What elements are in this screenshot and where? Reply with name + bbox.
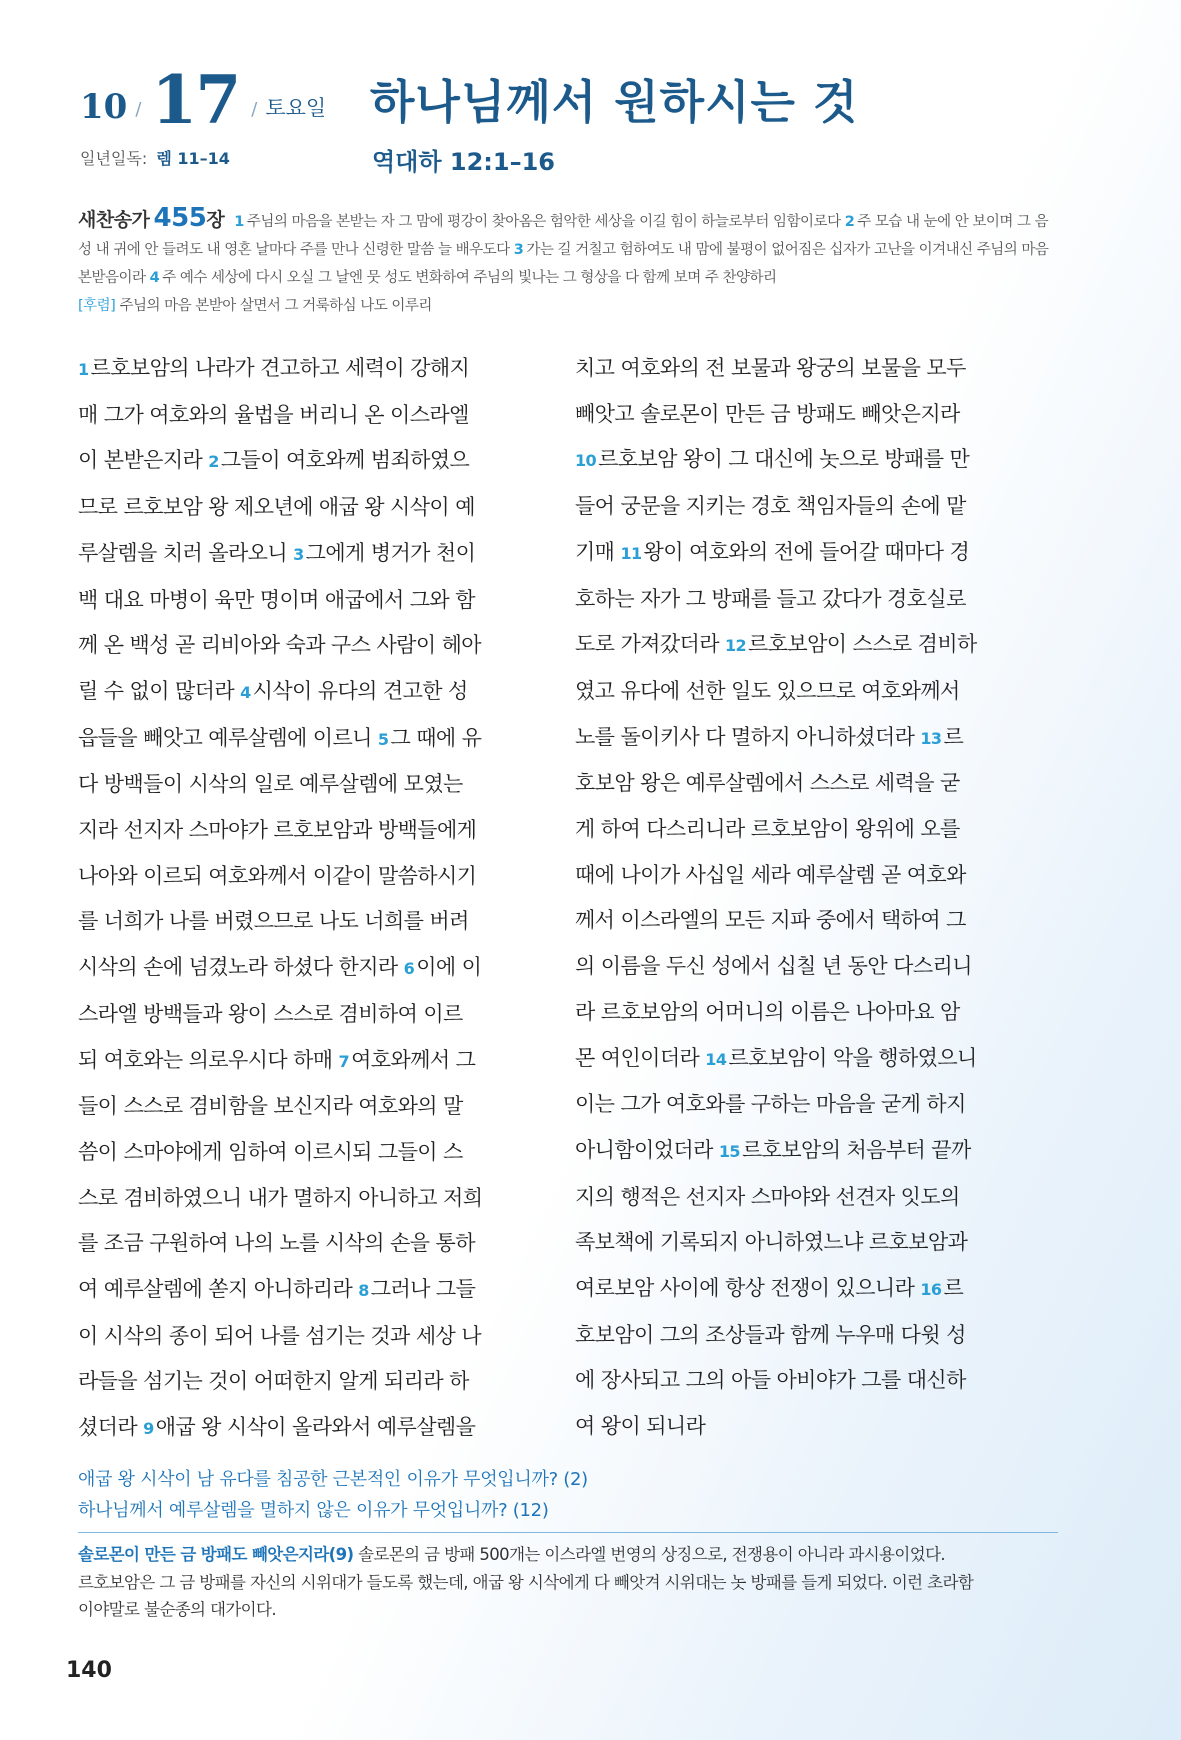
scripture-line bbox=[575, 944, 1057, 990]
verse-text: 르호보암 왕이 그 대신에 놋으로 방패를 만 bbox=[598, 447, 970, 472]
scripture-line bbox=[78, 945, 560, 992]
verse-text: 르호보암이 악을 행하였으니 bbox=[728, 1045, 977, 1070]
verse-number: 5 bbox=[377, 729, 389, 749]
verse-text: 의 이름을 두신 성에서 십칠 년 동안 다스리니 bbox=[575, 954, 972, 979]
verse-text: 그들이 여호와께 범죄하였으 bbox=[220, 448, 470, 473]
verse-text: 치고 여호와의 전 보물과 왕궁의 보물을 모두 bbox=[575, 356, 966, 380]
verse-number: 12 bbox=[724, 636, 747, 656]
verse-text: 호하는 자가 그 방패를 들고 갔다가 경호실로 bbox=[575, 586, 966, 611]
scripture-line bbox=[575, 346, 1057, 392]
hymn-refrain-label: [후렴] bbox=[78, 298, 116, 314]
scripture-line bbox=[78, 854, 560, 900]
verse-text: 시삭의 손에 넘겼노라 하셨다 한지라 bbox=[78, 955, 404, 980]
scripture-line bbox=[78, 669, 560, 716]
hymn-verse-text: 주 모습 내 눈에 안 보이며 그 음성 내 귀에 안 들려도 내 영혼 날마다 주를 만나 신령한 말씀 늘 배우도다 bbox=[78, 214, 1049, 258]
verse-text: 르호보암이 스스로 겸비하 bbox=[748, 632, 977, 657]
verse-text: 였고 유다에 선한 일도 있으므로 여호와께서 bbox=[575, 678, 960, 703]
scripture-line bbox=[78, 346, 560, 393]
scripture-line bbox=[575, 898, 1057, 944]
verse-number: 3 bbox=[293, 544, 304, 564]
verse-number: 4 bbox=[240, 682, 251, 702]
verse-text: 시삭이 유다의 견고한 성 bbox=[252, 678, 468, 703]
verse-text: 릴 수 없이 많더라 bbox=[78, 678, 241, 703]
scripture-line bbox=[78, 438, 560, 485]
verse-text: 나아와 이르되 여호와께서 이같이 말씀하시기 bbox=[78, 863, 477, 888]
scripture-line bbox=[78, 578, 560, 624]
date-day: 17 bbox=[151, 61, 240, 140]
page-number: 140 bbox=[66, 1658, 112, 1683]
verse-number: 6 bbox=[403, 959, 415, 979]
scripture-line bbox=[78, 1130, 560, 1176]
scripture-line bbox=[575, 1128, 1057, 1175]
verse-text: 지의 행적은 선지자 스마야와 선견자 잇도의 bbox=[575, 1184, 960, 1209]
hymn-refrain-text: 주님의 마음 본받아 살면서 그 거룩하심 나도 이루리 bbox=[119, 298, 432, 314]
verse-text: 라들을 섬기는 것이 어떠한지 알게 되리라 하 bbox=[78, 1369, 469, 1394]
verse-number: 14 bbox=[705, 1049, 727, 1069]
scripture-line bbox=[78, 1084, 560, 1130]
hymn-number: 455 bbox=[153, 203, 207, 233]
commentary-note bbox=[78, 1541, 1060, 1624]
scripture-line bbox=[575, 1358, 1057, 1404]
scripture-line bbox=[575, 1175, 1057, 1221]
verse-text: 게 하여 다스리니라 르호보암이 왕위에 오를 bbox=[575, 817, 960, 842]
verse-number: 7 bbox=[338, 1051, 350, 1071]
verse-text: 읍들을 빼앗고 예루살렘에 이르니 bbox=[78, 725, 378, 750]
scripture-line bbox=[78, 1314, 560, 1360]
verse-text: 르 bbox=[943, 1276, 964, 1301]
scripture-line bbox=[78, 393, 560, 439]
verse-text: 때에 나이가 사십일 세라 예루살렘 곧 여호와 bbox=[575, 862, 966, 887]
scripture-line bbox=[78, 716, 560, 763]
hymn-block bbox=[78, 204, 1058, 320]
hymn-verse-text: 주님의 마음을 본받는 자 그 맘에 평강이 찾아옴은 험악한 세상을 이길 힘이 하늘로부터 임함이로다 bbox=[246, 214, 841, 230]
divider bbox=[78, 1532, 1058, 1533]
verse-text: 므로 르호보암 왕 제오년에 애굽 왕 시삭이 예 bbox=[78, 495, 475, 520]
scripture-line bbox=[78, 623, 560, 669]
scripture-line bbox=[575, 530, 1057, 577]
verse-text: 빼앗고 솔로몬이 만든 금 방패도 빼앗은지라 bbox=[575, 401, 960, 426]
date-separator: / bbox=[251, 99, 258, 120]
hymn-verse-number: 1 bbox=[234, 214, 244, 230]
verse-text: 루살렘을 치러 올라오니 bbox=[78, 540, 294, 565]
verse-number: 8 bbox=[358, 1281, 369, 1301]
scripture-line bbox=[78, 1267, 560, 1314]
verse-text: 르 bbox=[943, 724, 964, 749]
reflection-questions bbox=[78, 1464, 588, 1526]
scripture-line bbox=[78, 1359, 560, 1405]
verse-text: 셨더라 bbox=[78, 1415, 144, 1440]
verse-text: 호보암 왕은 예루살렘에서 스스로 세력을 굳 bbox=[575, 771, 960, 796]
scripture-line bbox=[575, 577, 1057, 623]
scripture-column-right bbox=[575, 346, 1057, 1450]
hymn-verse-text: 주 예수 세상에 다시 오실 그 날엔 뭇 성도 변화하여 주님의 빛나는 그 형상을 다 함께 보며 주 찬양하리 bbox=[162, 270, 777, 286]
verse-text: 그 때에 유 bbox=[390, 725, 482, 750]
question-item: 애굽 왕 시삭이 남 유다를 침공한 근본적인 이유가 무엇입니까? (2) bbox=[78, 1469, 588, 1490]
scripture-line bbox=[78, 899, 560, 945]
scripture-line bbox=[575, 484, 1057, 530]
scripture-line bbox=[78, 1221, 560, 1267]
note-body-line: 솔로몬의 금 방패 500개는 이스라엘 번영의 상징으로, 전쟁용이 아니라 과시용이었다. bbox=[353, 1545, 946, 1564]
verse-number: 9 bbox=[143, 1419, 154, 1439]
scripture-line bbox=[575, 1313, 1057, 1359]
verse-text: 이 시삭의 종이 되어 나를 섬기는 것과 세상 나 bbox=[78, 1323, 481, 1348]
hymn-jang: 장 bbox=[206, 209, 225, 231]
annual-reading-label: 일년일독: bbox=[80, 149, 148, 168]
scripture-line bbox=[575, 761, 1057, 807]
scripture-line bbox=[78, 531, 560, 578]
note-body-line: 르호보암은 그 금 방패를 자신의 시위대가 들도록 했는데, 애굽 왕 시삭에게 다 빼앗겨 시위대는 놋 방패를 들게 되었다. 이런 초라함 bbox=[78, 1572, 974, 1592]
verse-text: 도로 가져갔더라 bbox=[575, 632, 725, 657]
date-separator: / bbox=[135, 99, 142, 120]
verse-number: 16 bbox=[920, 1280, 942, 1300]
hymn-verse-number: 4 bbox=[149, 270, 160, 286]
verse-text: 다 방백들이 시삭의 일로 예루살렘에 모였는 bbox=[78, 772, 463, 797]
verse-number: 15 bbox=[718, 1141, 740, 1161]
verse-text: 라 르호보암의 어머니의 이름은 나아마요 암 bbox=[575, 999, 960, 1024]
scripture-line bbox=[575, 622, 1057, 669]
scripture-line bbox=[78, 992, 560, 1038]
page-title: 하나님께서 원하시는 것 bbox=[370, 75, 859, 129]
verse-text: 이에 이 bbox=[416, 955, 482, 980]
scripture-line bbox=[575, 807, 1057, 853]
scripture-line bbox=[575, 669, 1057, 715]
verse-text: 이 본받은지라 bbox=[78, 448, 209, 473]
scripture-line bbox=[78, 1176, 560, 1222]
scripture-column-left bbox=[78, 346, 560, 1452]
verse-text: 이는 그가 여호와를 구하는 마음을 굳게 하지 bbox=[575, 1092, 966, 1117]
verse-text: 에 장사되고 그의 아들 아비야가 그를 대신하 bbox=[575, 1368, 966, 1393]
date-month: 10 bbox=[80, 87, 128, 127]
verse-text: 께서 이스라엘의 모든 지파 중에서 택하여 그 bbox=[575, 908, 966, 933]
hymn-verse-number: 2 bbox=[844, 214, 855, 230]
verse-text: 애굽 왕 시삭이 올라와서 예루살렘을 bbox=[155, 1415, 476, 1440]
scripture-line bbox=[575, 715, 1057, 762]
scripture-line bbox=[575, 437, 1057, 484]
verse-text: 몬 여인이더라 bbox=[575, 1045, 706, 1070]
verse-text: 백 대요 마병이 육만 명이며 애굽에서 그와 함 bbox=[78, 587, 475, 612]
verse-number: 10 bbox=[575, 451, 597, 471]
verse-text: 르호보암의 나라가 견고하고 세력이 강해지 bbox=[90, 356, 470, 380]
verse-text: 여 예루살렘에 쏟지 아니하리라 bbox=[78, 1277, 359, 1302]
annual-reading-ref: 렘 11–14 bbox=[156, 149, 230, 168]
verse-text: 호보암이 그의 조상들과 함께 누우매 다윗 성 bbox=[575, 1322, 966, 1347]
verse-text: 여호와께서 그 bbox=[351, 1047, 476, 1072]
scripture-line bbox=[575, 392, 1057, 438]
hymn-verse-text: 가는 길 거칠고 험하여도 내 맘에 불평이 없어짐은 십자가 고난을 이겨내신 주님의 마음 본받음이라 bbox=[78, 242, 1049, 286]
verse-number: 1 bbox=[78, 360, 89, 379]
scripture-line bbox=[78, 762, 560, 808]
verse-text: 들어 궁문을 지키는 경호 책임자들의 손에 맡 bbox=[575, 494, 966, 519]
verse-text: 스로 겸비하였으니 내가 멸하지 아니하고 저희 bbox=[78, 1185, 483, 1210]
scripture-line bbox=[575, 1266, 1057, 1313]
verse-text: 족보책에 기록되지 아니하였느냐 르호보암과 bbox=[575, 1230, 968, 1255]
verse-text: 께 온 백성 곧 리비아와 숙과 구스 사람이 헤아 bbox=[78, 633, 481, 658]
verse-text: 기매 bbox=[575, 539, 621, 564]
hymn-verse-number: 3 bbox=[513, 242, 524, 258]
verse-text: 지라 선지자 스마야가 르호보암과 방백들에게 bbox=[78, 818, 477, 843]
scripture-line bbox=[78, 808, 560, 854]
hymn-label: 새찬송가 bbox=[78, 209, 150, 231]
scripture-line bbox=[575, 1082, 1057, 1128]
verse-text: 그에게 병거가 천이 bbox=[305, 540, 476, 565]
scripture-line bbox=[78, 485, 560, 531]
note-title: 솔로몬이 만든 금 방패도 빼앗은지라(9) bbox=[78, 1545, 354, 1564]
verse-text: 르호보암의 처음부터 끝까 bbox=[741, 1137, 971, 1162]
verse-text: 노를 돌이키사 다 멸하지 아니하셨더라 bbox=[575, 724, 921, 749]
verse-text: 를 조금 구원하여 나의 노를 시삭의 손을 통하 bbox=[78, 1231, 475, 1256]
verse-text: 씀이 스마야에게 임하여 이르시되 그들이 스 bbox=[78, 1139, 463, 1164]
question-item: 하나님께서 예루살렘을 멸하지 않은 이유가 무엇입니까? (12) bbox=[78, 1500, 549, 1521]
verse-number: 11 bbox=[620, 543, 642, 563]
note-body-line: 이야말로 불순종의 대가이다. bbox=[78, 1600, 277, 1619]
verse-text: 되 여호와는 의로우시다 하매 bbox=[78, 1047, 339, 1072]
verse-text: 아니함이었더라 bbox=[575, 1137, 719, 1162]
scripture-line bbox=[78, 1038, 560, 1085]
verse-text: 들이 스스로 겸비함을 보신지라 여호와의 말 bbox=[78, 1094, 463, 1119]
verse-text: 스라엘 방백들과 왕이 스스로 겸비하여 이르 bbox=[78, 1001, 463, 1026]
scripture-line bbox=[575, 990, 1057, 1036]
scripture-line bbox=[575, 853, 1057, 899]
verse-text: 여 왕이 되니라 bbox=[575, 1414, 706, 1439]
verse-text: 를 너희가 나를 버렸으므로 나도 너희를 버려 bbox=[78, 909, 469, 934]
date-block bbox=[80, 61, 327, 140]
verse-text: 여로보암 사이에 항상 전쟁이 있으니라 bbox=[575, 1276, 921, 1301]
scripture-line bbox=[575, 1036, 1057, 1083]
passage-reference: 역대하 12:1–16 bbox=[372, 148, 556, 176]
scripture-line bbox=[575, 1220, 1057, 1266]
scripture-line bbox=[575, 1404, 1057, 1450]
verse-text: 매 그가 여호와의 율법을 버리니 온 이스라엘 bbox=[78, 402, 469, 427]
date-weekday: 토요일 bbox=[265, 96, 327, 120]
scripture-line bbox=[78, 1405, 560, 1452]
verse-number: 13 bbox=[920, 728, 942, 748]
annual-reading bbox=[80, 146, 230, 169]
verse-text: 그러나 그들 bbox=[370, 1277, 476, 1302]
verse-text: 왕이 여호와의 전에 들어갈 때마다 경 bbox=[643, 539, 970, 564]
verse-number: 2 bbox=[208, 452, 219, 472]
